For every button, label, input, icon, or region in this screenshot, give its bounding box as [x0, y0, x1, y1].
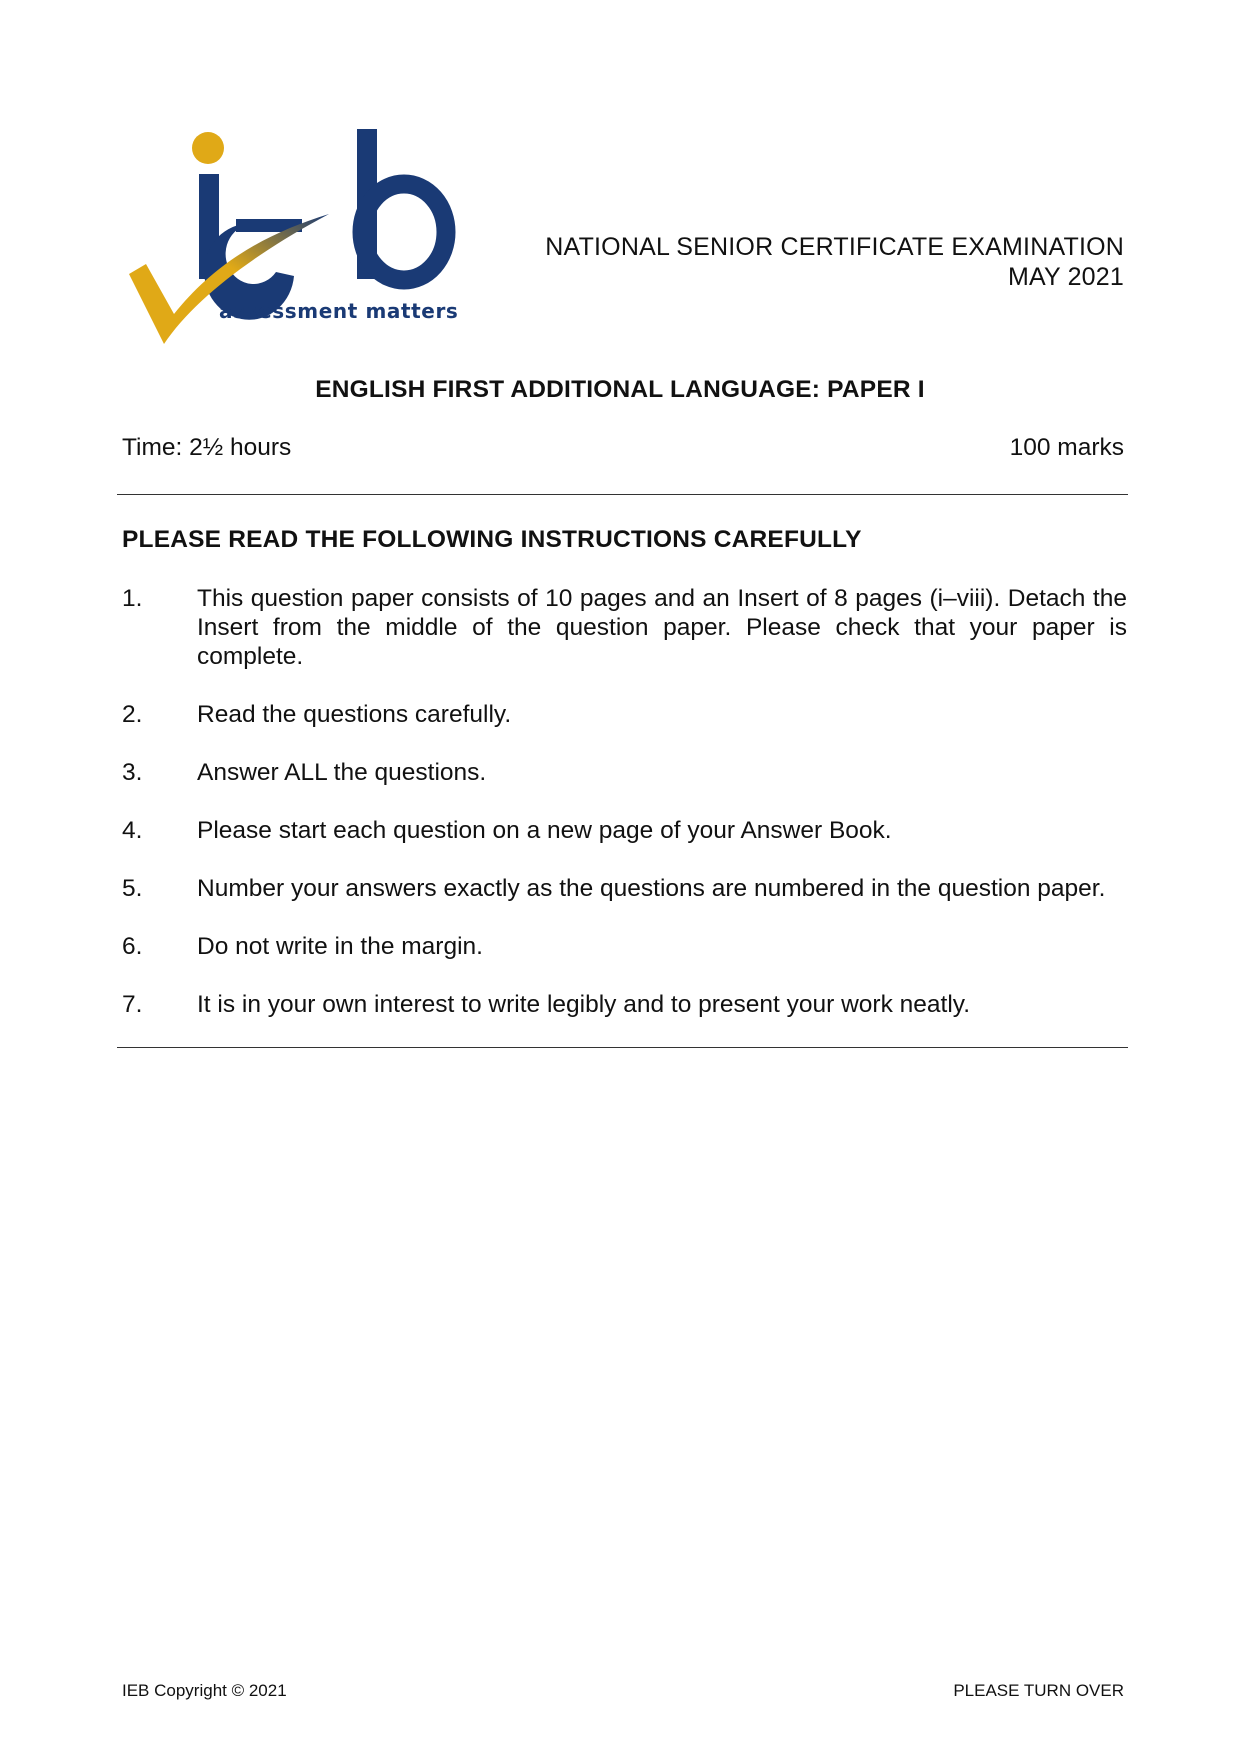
- instruction-text: Read the questions carefully.: [197, 701, 512, 728]
- instruction-item: [122, 584, 1127, 671]
- instruction-number: 7.: [122, 991, 143, 1018]
- instruction-text: This question paper consists of 10 pages and an Insert of 8 pages (i–viii). Detach the Insert from the middle of the question paper. Please check that your paper is complete.: [197, 585, 1127, 670]
- divider-bottom: [117, 1047, 1128, 1048]
- page-footer: [122, 1681, 1124, 1701]
- instruction-item: [122, 990, 1127, 1019]
- instruction-text: Do not write in the margin.: [197, 933, 483, 960]
- ieb-logo: [124, 124, 474, 354]
- instruction-item: [122, 874, 1127, 903]
- instructions-list: [122, 584, 1127, 1048]
- divider-top: [117, 494, 1128, 495]
- logo-dot: [192, 132, 224, 164]
- logo-tagline: assessment matters: [219, 299, 459, 323]
- copyright-notice: IEB Copyright © 2021: [122, 1681, 287, 1700]
- instruction-text: It is in your own interest to write legibly and to present your work neatly.: [197, 991, 971, 1018]
- instruction-number: 3.: [122, 759, 143, 786]
- time-marks-row: [122, 434, 1124, 462]
- instruction-text: Please start each question on a new page of your Answer Book.: [197, 817, 892, 844]
- turn-over-notice: PLEASE TURN OVER: [953, 1681, 1124, 1700]
- paper-title: ENGLISH FIRST ADDITIONAL LANGUAGE: PAPER I: [315, 376, 925, 403]
- instruction-item: [122, 816, 1127, 845]
- exam-header: [545, 232, 1124, 292]
- instructions-heading: PLEASE READ THE FOLLOWING INSTRUCTIONS CAREFULLY: [122, 526, 862, 553]
- exam-name: NATIONAL SENIOR CERTIFICATE EXAMINATION: [545, 233, 1124, 261]
- exam-date: MAY 2021: [1007, 263, 1124, 291]
- instruction-item: [122, 700, 1127, 729]
- instruction-text: Answer ALL the questions.: [197, 759, 487, 786]
- instruction-text: Number your answers exactly as the questions are numbered in the question paper.: [197, 875, 1106, 902]
- instruction-number: 4.: [122, 817, 143, 844]
- total-marks: 100 marks: [1009, 434, 1124, 461]
- instruction-item: [122, 932, 1127, 961]
- instruction-item: [122, 758, 1127, 787]
- instruction-number: 2.: [122, 701, 143, 728]
- time-allowed: Time: 2½ hours: [122, 434, 292, 461]
- instruction-number: 6.: [122, 933, 143, 960]
- instruction-number: 1.: [122, 585, 143, 612]
- instruction-number: 5.: [122, 875, 143, 902]
